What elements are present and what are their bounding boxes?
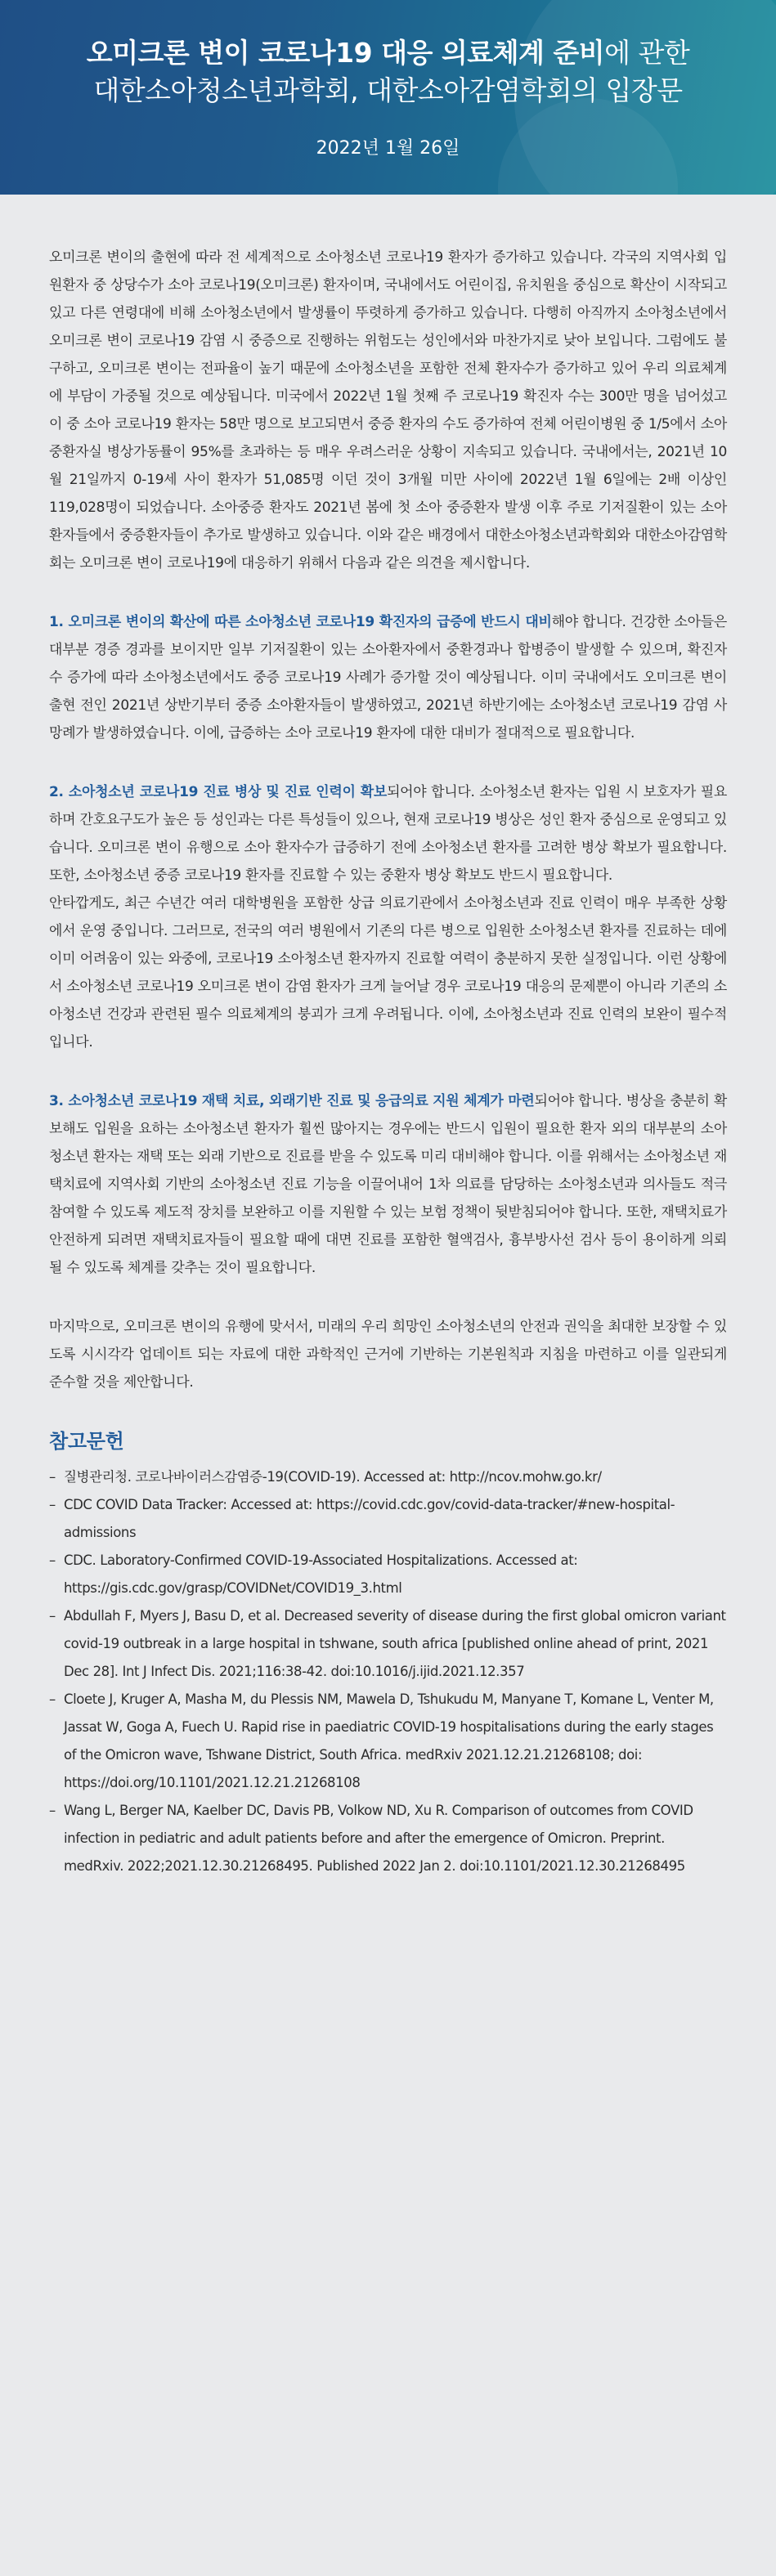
- reference-item: – CDC. Laboratory-Confirmed COVID-19-Associated Hospitalizations. Accessed at: https://gis.cdc.gov/grasp/COVIDNet/COVID19_3.html: [49, 1547, 727, 1602]
- reference-item: – Cloete J, Kruger A, Masha M, du Plessis NM, Mawela D, Tshukudu M, Manyane T, Komane L, Venter M, Jassat W, Goga A, Fuech U. Rapid rise in paediatric COVID-19 hospitalisations during the early stages of the Omicron wave, Tshwane District, South Africa. medRxiv 2021.12.21.21268108; doi: https://doi.org/10.1101/2021.12.21.21268108: [49, 1686, 727, 1797]
- page-title: [0, 0, 776, 72]
- statement-body: [0, 195, 776, 1880]
- section-2-text: 되어야 합니다. 소아청소년 환자는 입원 시 보호자가 필요하며 간호요구도가 높은 등 성인과는 다른 특성들이 있으나, 현재 코로나19 병상은 성인 환자 중심으로 운영되고 있습니다. 오미크론 변이 유행으로 소아 환자수가 급증하기 전에 소아청소년 환자를 고려한 병상 확보가 필요합니다. 또한, 소아청소년 중증 코로나19 환자를 진료할 수 있는 중환자 병상 확보도 반드시 필요합니다.: [49, 784, 728, 884]
- section-3-text: 되어야 합니다. 병상을 충분히 확보해도 입원을 요하는 소아청소년 환자가 훨씬 많아지는 경우에는 반드시 입원이 필요한 환자 외의 대부분의 소아청소년 환자는 재택 또는 외래 기반으로 진료를 받을 수 있도록 미리 대비해야 합니다. 이를 위해서는 소아청소년 재택치료에 지역사회 기반의 소아청소년 진료 기능을 이끌어내어 1차 의료를 담당하는 소아청소년과 의사들도 적극 참여할 수 있도록 제도적 장치를 보완하고 이를 지원할 수 있는 보험 정책이 뒷받침되어야 합니다. 또한, 재택치료가 안전하게 되려면 재택치료자들이 필요할 때에 대면 진료를 포함한 혈액검사, 흉부방사선 검사 등이 용이하게 의뢰될 수 있도록 체계를 갖추는 것이 필요합니다.: [49, 1093, 727, 1276]
- section-1: [49, 608, 727, 747]
- references-title: 참고문헌: [49, 1430, 124, 1453]
- conclusion-paragraph: 마지막으로, 오미크론 변이의 유행에 맞서서, 미래의 우리 희망인 소아청소년의 안전과 권익을 최대한 보장할 수 있도록 시시각각 업데이트 되는 자료에 대한 과학적인 근거에 기반하는 기본원칙과 지침을 마련하고 이를 일관되게 준수할 것을 제안합니다.: [49, 1319, 727, 1391]
- publish-date: 2022년 1월 26일: [316, 138, 460, 159]
- reference-item: – CDC COVID Data Tracker: Accessed at: https://covid.cdc.gov/covid-data-tracker/#new-hospital-admissions: [49, 1491, 727, 1547]
- page-subtitle: 대한소아청소년과학회, 대한소아감염학회의 입장문: [93, 74, 683, 106]
- section-3: [49, 1087, 727, 1282]
- section-2: [49, 778, 727, 1056]
- title-tail: 에 관한: [604, 37, 690, 69]
- section-2-heading: 2. 소아청소년 코로나19 진료 병상 및 진료 인력이 확보: [49, 784, 388, 800]
- intro-paragraph: 오미크론 변이의 출현에 따라 전 세계적으로 소아청소년 코로나19 환자가 증가하고 있습니다. 각국의 지역사회 입원환자 중 상당수가 소아 코로나19(오미크론) 환자이며, 국내에서도 어린이집, 유치원을 중심으로 확산이 시작되고 있고 다른 연령대에 비해 소아청소년에서 발생률이 뚜렷하게 증가하고 있습니다. 다행히 아직까지 소아청소년에서 오미크론 변이 코로나19 감염 시 중증으로 진행하는 위험도는 성인에서와 마찬가지로 낮아 보입니다. 그럼에도 불구하고, 오미크론 변이는 전파율이 높기 때문에 소아청소년을 포함한 전체 환자수가 증가하고 있어 우리 의료체계에 부담이 가중될 것으로 예상됩니다. 미국에서 2022년 1월 첫째 주 코로나19 확진자 수는 300만 명을 넘어섰고 이 중 소아 코로나19 환자는 58만 명으로 보고되면서 중증 환자의 수도 증가하여 전체 어린이병원 중 1/5에서 소아중환자실 병상가동률이 95%를 초과하는 등 매우 우려스러운 상황이 지속되고 있습니다. 국내에서는, 2021년 10월 21일까지 0-19세 사이 환자가 51,085명 이던 것이 3개월 미만 사이에 2022년 1월 6일에는 2배 이상인 119,028명이 되었습니다. 소아중증 환자도 2021년 봄에 첫 소아 중증환자 발생 이후 주로 기저질환이 있는 소아 환자들에서 중증환자들이 추가로 발생하고 있습니다. 이와 같은 배경에서 대한소아청소년과학회와 대한소아감염학회는 오미크론 변이 코로나19에 대응하기 위해서 다음과 같은 의견을 제시합니다.: [49, 249, 727, 571]
- header-banner: [0, 0, 776, 195]
- section-1-heading: 1. 오미크론 변이의 확산에 따른 소아청소년 코로나19 확진자의 급증에 반드시 대비: [49, 614, 552, 630]
- reference-item: – 질병관리청. 코로나바이러스감염증-19(COVID-19). Accessed at: http://ncov.mohw.go.kr/: [49, 1463, 727, 1491]
- reference-item: – Wang L, Berger NA, Kaelber DC, Davis PB, Volkow ND, Xu R. Comparison of outcomes from COVID infection in pediatric and adult patients before and after the emergence of Omicron. Preprint. medRxiv. 2022;2021.12.30.21268495. Published 2022 Jan 2. doi:10.1101/2021.12.30.21268495: [49, 1797, 727, 1880]
- title-bold: 오미크론 변이 코로나19 대응 의료체계 준비: [86, 37, 605, 69]
- section-2-extra-text: 안타깝게도, 최근 수년간 여러 대학병원을 포함한 상급 의료기관에서 소아청소년과 진료 인력이 매우 부족한 상황에서 운영 중입니다. 그러므로, 전국의 여러 병원에서 기존의 다른 병으로 입원한 소아청소년 환자를 진료하는 데에 이미 어려움이 있는 와중에, 코로나19 소아청소년 환자까지 진료할 여력이 충분하지 못한 실정입니다. 이런 상황에서 소아청소년 코로나19 오미크론 변이 감염 환자가 크게 늘어날 경우 코로나19 대응의 문제뿐이 아니라 기존의 소아청소년 건강과 관련된 필수 의료체계의 붕괴가 크게 우려됩니다. 이에, 소아청소년과 진료 인력의 보완이 필수적입니다.: [49, 895, 727, 1051]
- references-list: [49, 1463, 727, 1880]
- reference-item: – Abdullah F, Myers J, Basu D, et al. Decreased severity of disease during the first global omicron variant covid-19 outbreak in a large hospital in tshwane, south africa [published online ahead of print, 2021 Dec 28]. Int J Infect Dis. 2021;116:38-42. doi:10.1016/j.ijid.2021.12.357: [49, 1602, 727, 1686]
- section-3-heading: 3. 소아청소년 코로나19 재택 치료, 외래기반 진료 및 응급의료 지원 체계가 마련: [49, 1093, 535, 1109]
- section-1-text: 해야 합니다. 건강한 소아들은 대부분 경증 경과를 보이지만 일부 기저질환이 있는 소아환자에서 중환경과나 합병증이 발생할 수 있으며, 확진자 수 증가에 따라 소아청소년에서도 중증 코로나19 사례가 증가할 것이 예상됩니다. 이미 국내에서도 오미크론 변이 출현 전인 2021년 상반기부터 중증 소아환자들이 발생하였고, 2021년 하반기에는 소아청소년 코로나19 감염 사망례가 발생하였습니다. 이에, 급증하는 소아 코로나19 환자에 대한 대비가 절대적으로 필요합니다.: [49, 614, 727, 741]
